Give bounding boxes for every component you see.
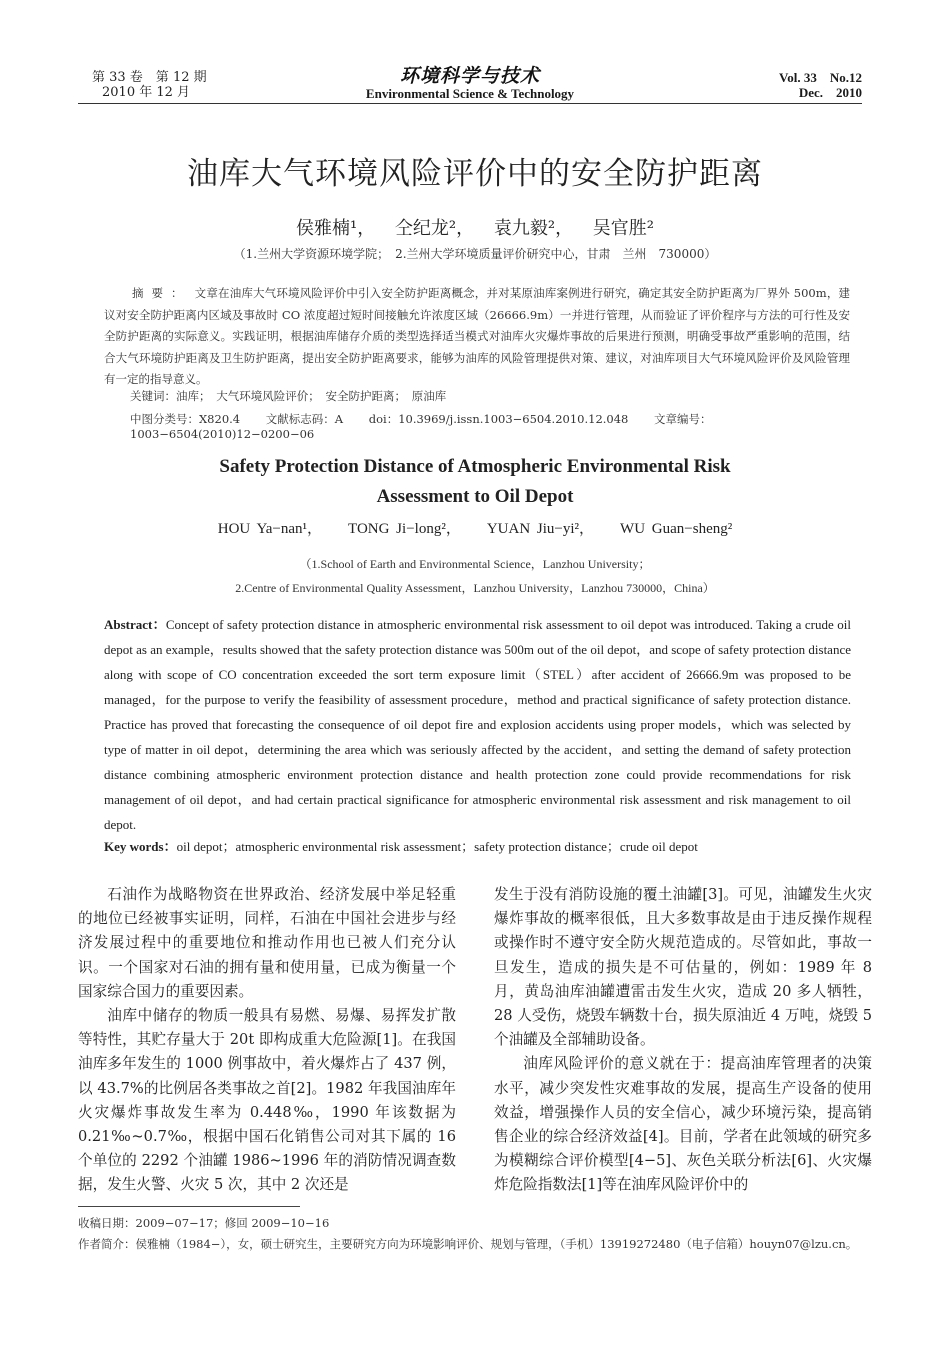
author-bio: 作者简介：侯雅楠（1984−），女，硕士研究生，主要研究方向为环境影响评价、规划与管理，（手机）13919272480（电子信箱）houyn07@lzu.cn。: [78, 1237, 858, 1251]
journal-logo-cn: 环境科学与技术: [399, 65, 540, 87]
abstract-en-label: Abstract：: [104, 617, 166, 632]
keywords-cn: 关键词：油库； 大气环境风险评价； 安全防护距离； 原油库: [130, 389, 447, 403]
affiliation-en: [0, 552, 950, 600]
affiliation-en-line-2: 2.Centre of Environmental Quality Assessment，Lanzhou University，Lanzhou 730000，China）: [235, 581, 715, 595]
title-en-line-1: Safety Protection Distance of Atmospheric Environmental Risk: [219, 456, 731, 477]
doi: doi：10.3969/j.issn.1003−6504.2010.12.048: [368, 412, 629, 426]
header-date-en: Dec. 2010: [798, 85, 862, 100]
body-paragraph: 油库中储存的物质一般具有易燃、易爆、易挥发扩散等特性，其贮存量大于 20t 即构成重大危险源[1]。在我国油库多年发生的 1000 例事故中，着火爆炸占了 437 例，以 43.7%的比例居各类事故之首[2]。1982 年我国油库年火灾爆炸事故发生率为 0.448‰，1990 年该数据为 0.21‰~0.7‰，根据中国石化销售公司对其下属的 16 个单位的 2292 个油罐 1986~1996 年的消防情况调查数据，发生火警、火灾 5 次，其中 2 次还是: [78, 1007, 456, 1194]
abstract-cn-label: 摘要：: [132, 286, 191, 300]
running-header: [78, 65, 862, 104]
header-issue-en: [779, 70, 862, 100]
header-volume-cn: 第 33 卷 第 12 期: [92, 70, 207, 85]
keywords-en-text: oil depot；atmospheric environmental risk assessment；safety protection distance；crude oil depot: [176, 839, 698, 854]
body-column-right: [494, 883, 872, 1198]
body-paragraph: 石油作为战略物资在世界政治、经济发展中举足轻重的地位已经被事实证明，同样，石油在中国社会进步与经济发展过程中的重要地位和推动作用也已被人们充分认识。一个国家对石油的拥有量和使用量，已成为衡量一个国家综合国力的重要因素。: [78, 886, 456, 1000]
author-en: TONG Ji−long²，: [348, 521, 461, 537]
classification-line: [130, 411, 870, 441]
journal-name-en: Environmental Science & Technology: [365, 86, 575, 101]
received-date: 收稿日期：2009−07−17；修回 2009−10−16: [78, 1216, 330, 1230]
author-en: YUAN Jiu−yi²，: [486, 521, 595, 537]
affiliation-en-line-1: （1.School of Earth and Environmental Science，Lanzhou University；: [299, 557, 651, 571]
article-title-en: [0, 452, 950, 512]
body-paragraph: 油库风险评价的意义就在于：提高油库管理者的决策水平，减少突发性灾难事故的发展，提高生产设备的使用效益，增强操作人员的安全信心，减少环境污染，提高销售企业的综合经济效益[4]。目前，学者在此领域的研究多为模糊综合评价模型[4−5]、灰色关联分析法[6]、火灾爆炸危险指数法[1]等在油库风险评价中的: [494, 1055, 872, 1194]
article-title-cn: 油库大气环境风险评价中的安全防护距离: [187, 156, 763, 192]
header-volume-en: Vol. 33 No.12: [779, 70, 862, 85]
abstract-cn-text: 文章在油库大气环境风险评价中引入安全防护距离概念，并对某原油库案例进行研究，确定其安全防护距离为厂界外 500m，建议对安全防护距离内区域及事故时 CO 浓度超过短时间接触允许浓度区域（26666.9m）一并进行管理，从而验证了评价程序与方法的可行性及安全防护距离的实际意义。实践证明，根据油库储存介质的类型选择适当模式对油库火灾爆炸事故的后果进行预测，明确受事故严重影响的范围，结合大气环境防护距离及卫生防护距离，提出安全防护距离要求，能够为油库的风险管理提供对策、建议，对油库项目大气环境风险评价及风险管理有一定的指导意义。: [104, 286, 850, 386]
abstract-en-text: Concept of safety protection distance in atmospheric environmental risk assessment to oil depot was introduced. Taking a crude oil depot as an example，results showed that the safety protection distance was 500m out of the oil depot，and scope of safety protection distance along with scope of CO concentration exceeded the sort term exposure limit（STEL）after accident of 26666.9m was proposed to be managed，for the purpose to verify the feasibility of assessment procedure，method and practical significance of safety protection distance. Practice has proved that forecasting the consequence of oil depot fire and explosion accidents using proper models，which was selected by type of matter in oil depot，determining the area which was seriously affected by the accident，and setting the demand of safety protection distance combining atmospheric environment protection distance and health protection zone could provide recommendations for risk management of oil depot，and had certain practical significance for atmospheric environmental risk assessment and risk management to oil depot.: [104, 617, 851, 832]
footnotes: [78, 1213, 870, 1255]
keywords-en: [104, 836, 851, 855]
authors-en: [0, 517, 950, 538]
title-en-line-2: Assessment to Oil Depot: [376, 486, 574, 507]
body-column-left: [78, 883, 456, 1198]
affiliation-cn: （1.兰州大学资源环境学院； 2.兰州大学环境质量评价研究中心，甘肃 兰州 730000）: [233, 247, 717, 261]
footnote-divider: [78, 1206, 300, 1207]
body-paragraph: 发生于没有消防设施的覆土油罐[3]。可见，油罐发生火灾爆炸事故的概率很低，且大多数事故是由于违反操作规程或操作时不遵守安全防火规范造成的。尽管如此，事故一旦发生，造成的损失是不可估量的，例如：1989 年 8 月，黄岛油库油罐遭雷击发生火灾，造成 20 多人牺牲，28 人受伤，烧毁车辆数十台，损失原油近 4 万吨，烧毁 5 个油罐及全部辅助设备。: [494, 886, 872, 1049]
article-number: 文章编号：1003−6504(2010)12−0200−06: [130, 412, 712, 441]
authors-cn: 侯雅楠¹， 仝纪龙²， 袁九毅²， 吴官胜²: [295, 218, 655, 239]
journal-name: [78, 66, 862, 101]
abstract-en: [104, 612, 851, 837]
keywords-en-label: Key words：: [104, 839, 177, 854]
header-date-cn: 2010 年 12 月: [102, 85, 191, 100]
abstract-cn: [104, 283, 850, 391]
author-en: WU Guan−sheng²: [620, 521, 733, 537]
clc-number: 中图分类号：X820.4: [130, 412, 241, 426]
document-code: 文献标志码：A: [265, 412, 344, 426]
author-en: HOU Ya−nan¹，: [217, 521, 323, 537]
